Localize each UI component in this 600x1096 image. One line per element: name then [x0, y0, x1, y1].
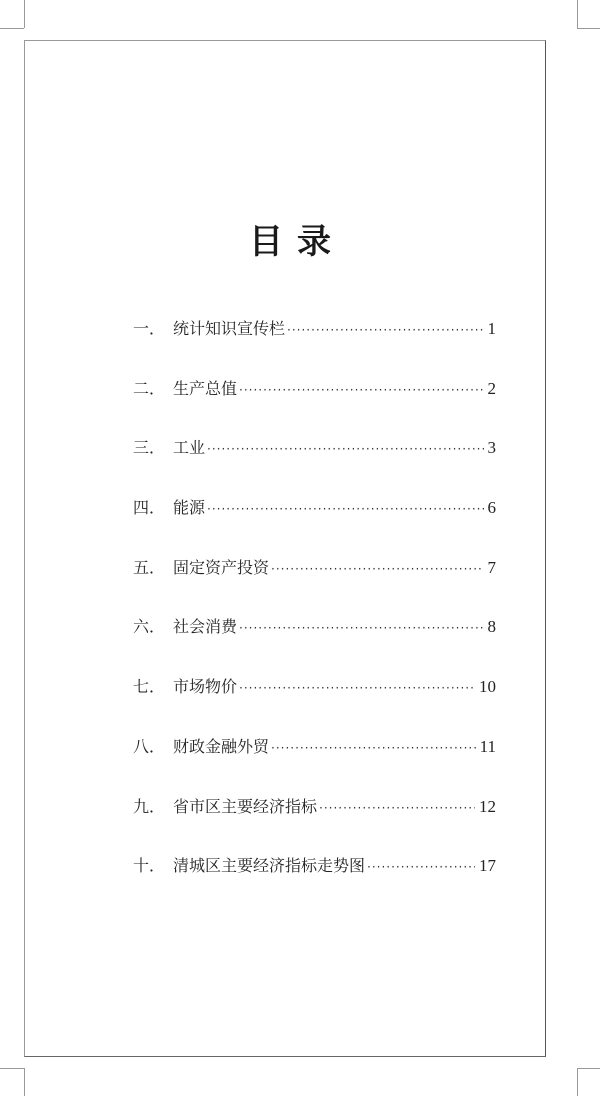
dot-leader: [287, 323, 483, 337]
entry-number: 八．: [133, 736, 166, 756]
entry-page-number: 12: [479, 796, 496, 816]
entry-number: 一．: [133, 319, 166, 338]
entry-number: 五．: [133, 557, 166, 577]
entry-label: 社会消费: [173, 617, 238, 637]
entry-label: 统计知识宣传栏: [173, 319, 286, 338]
entry-page-number: 6: [487, 498, 496, 518]
table-of-contents: [133, 316, 496, 913]
page-title: 目录: [249, 222, 345, 262]
crop-mark: [577, 1068, 578, 1096]
toc-entry[interactable]: [133, 376, 496, 436]
crop-mark: [0, 28, 24, 29]
toc-entry[interactable]: [133, 734, 496, 794]
entry-page-number: 10: [479, 677, 496, 697]
entry-label: 财政金融外贸: [173, 736, 270, 756]
crop-mark: [24, 1068, 25, 1096]
entry-page-number: 7: [487, 557, 496, 577]
dot-leader: [207, 502, 483, 516]
entry-number: 十．: [133, 856, 166, 876]
crop-mark: [577, 28, 600, 29]
entry-page-number: 11: [479, 736, 496, 756]
entry-number: 三．: [133, 438, 166, 458]
entry-label: 市场物价: [173, 677, 238, 697]
entry-label: 固定资产投资: [173, 557, 270, 577]
entry-number: 六．: [133, 617, 166, 637]
crop-mark: [24, 0, 25, 28]
dot-leader: [207, 442, 483, 456]
entry-page-number: 2: [487, 378, 496, 398]
entry-label: 清城区主要经济指标走势图: [173, 856, 366, 876]
toc-entry[interactable]: [133, 853, 496, 913]
toc-entry[interactable]: [133, 555, 496, 615]
crop-mark: [577, 0, 578, 28]
toc-entry[interactable]: [133, 614, 496, 674]
entry-number: 二．: [133, 378, 166, 398]
dot-leader: [239, 681, 475, 695]
entry-page-number: 8: [487, 617, 496, 637]
dot-leader: [239, 621, 483, 635]
dot-leader: [271, 741, 476, 755]
toc-entry[interactable]: [133, 435, 496, 495]
entry-number: 七．: [133, 677, 166, 697]
toc-entry[interactable]: [133, 794, 496, 854]
dot-leader: [367, 860, 475, 874]
entry-page-number: 1: [487, 319, 496, 338]
toc-entry[interactable]: [133, 495, 496, 555]
entry-label: 能源: [173, 498, 206, 518]
crop-mark: [577, 1068, 600, 1069]
entry-label: 工业: [173, 438, 206, 458]
dot-leader: [239, 383, 483, 397]
toc-entry[interactable]: [133, 674, 496, 734]
toc-entry[interactable]: [133, 316, 496, 376]
dot-leader: [271, 562, 483, 576]
entry-label: 省市区主要经济指标: [173, 796, 318, 816]
entry-page-number: 17: [479, 856, 496, 876]
entry-label: 生产总值: [173, 378, 238, 398]
crop-mark: [0, 1068, 24, 1069]
entry-number: 九．: [133, 796, 166, 816]
entry-page-number: 3: [487, 438, 496, 458]
dot-leader: [319, 801, 475, 815]
entry-number: 四．: [133, 498, 166, 518]
